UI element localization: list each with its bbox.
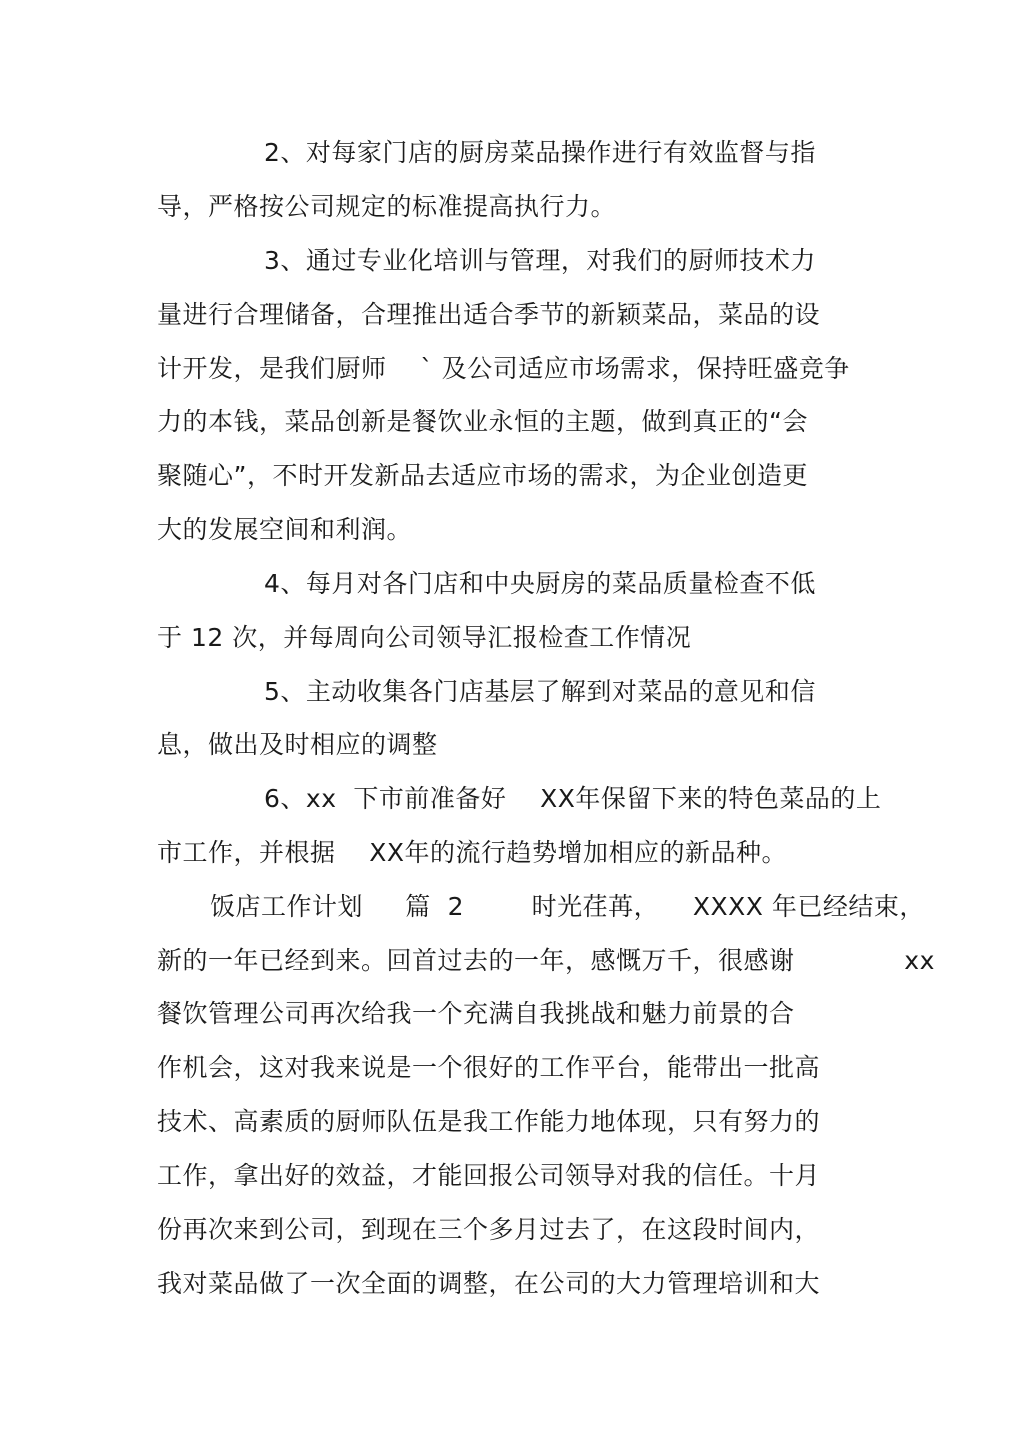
- text-line: 息，做出及时相应的调整: [157, 730, 438, 759]
- text-line: 4、每月对各门店和中央厨房的菜品质量检查不低: [264, 569, 816, 598]
- text-line: 3、通过专业化培训与管理，对我们的厨师技术力: [264, 246, 816, 275]
- text-line: 5、主动收集各门店基层了解到对菜品的意见和信: [264, 677, 816, 706]
- text-line: 技术、高素质的厨师队伍是我工作能力地体现，只有努力的: [157, 1107, 821, 1136]
- text-line: 市工作，并根据 XX年的流行趋势增加相应的新品种。: [157, 838, 788, 867]
- text-line: 份再次来到公司，到现在三个多月过去了，在这段时间内，: [157, 1215, 821, 1244]
- text-line: 导，严格按公司规定的标准提高执行力。: [157, 192, 617, 221]
- text-line: 新的一年已经到来。回首过去的一年，感慨万千，很感谢 xx: [157, 946, 935, 975]
- text-line: 2、对每家门店的厨房菜品操作进行有效监督与指: [264, 138, 816, 167]
- text-line: 力的本钱，菜品创新是餐饮业永恒的主题，做到真正的“会: [157, 407, 808, 436]
- text-line: 6、xx 下市前准备好 XX年保留下来的特色菜品的上: [264, 784, 882, 813]
- text-line: 作机会，这对我来说是一个很好的工作平台，能带出一批高: [157, 1053, 821, 1082]
- text-line: 聚随心”，不时开发新品去适应市场的需求，为企业创造更: [157, 461, 808, 490]
- text-line: 餐饮管理公司再次给我一个充满自我挑战和魅力前景的合: [157, 999, 795, 1028]
- text-line: 我对菜品做了一次全面的调整，在公司的大力管理培训和大: [157, 1269, 821, 1298]
- text-line: 工作，拿出好的效益，才能回报公司领导对我的信任。十月: [157, 1161, 821, 1190]
- text-line: 量进行合理储备，合理推出适合季节的新颖菜品，菜品的设: [157, 300, 821, 329]
- text-line: 大的发展空间和利润。: [157, 515, 413, 544]
- text-line: 计开发，是我们厨师 ` 及公司适应市场需求，保持旺盛竞争: [157, 354, 850, 383]
- text-line: 于 12 次，并每周向公司领导汇报检查工作情况: [157, 623, 692, 652]
- text-line: 饭店工作计划 篇 2 时光荏苒， XXXX 年已经结束，: [210, 892, 925, 921]
